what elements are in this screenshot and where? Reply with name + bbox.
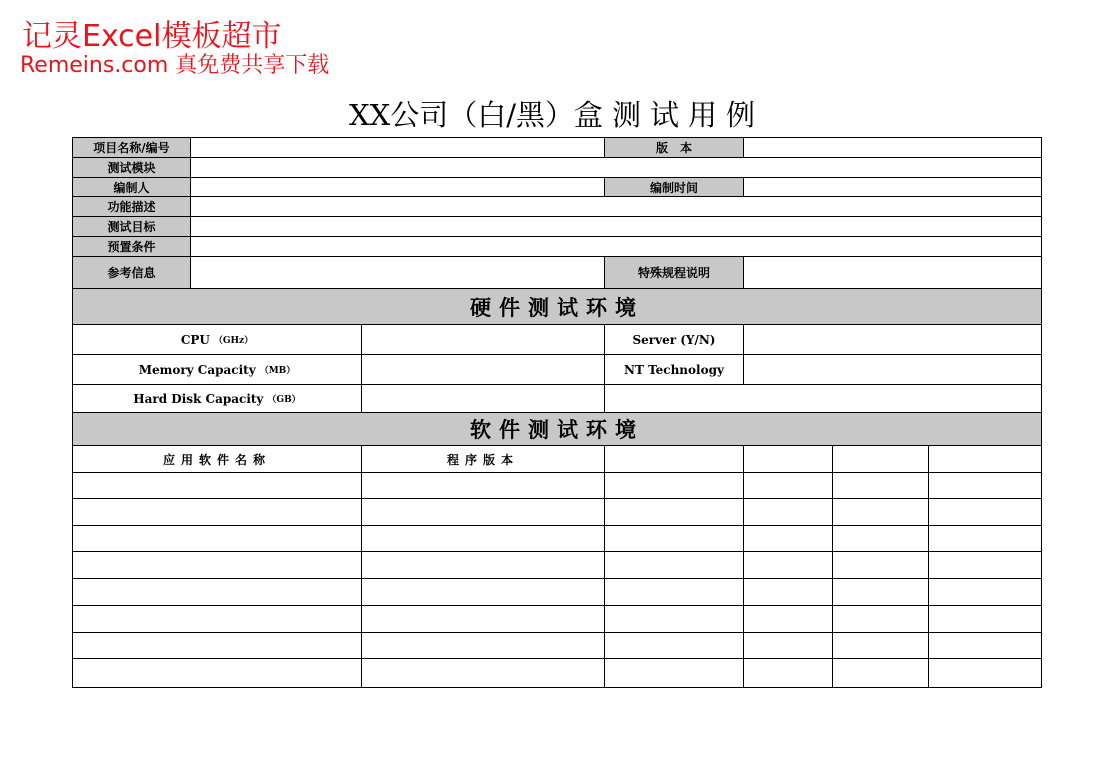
function-label: 功能描述 [72, 196, 191, 217]
software-table-cell[interactable] [72, 472, 362, 499]
title-suffix: 盒测试用例 [574, 98, 765, 132]
goal-label: 测试目标 [72, 216, 191, 237]
software-table-cell[interactable] [604, 658, 744, 688]
disk-label [72, 384, 362, 413]
col-app-name: 应用软件名称 [72, 445, 362, 473]
software-table-cell[interactable] [928, 551, 1042, 579]
software-table-cell[interactable] [361, 658, 605, 688]
version-cell[interactable] [743, 137, 1042, 158]
software-table-cell[interactable] [604, 472, 744, 499]
software-table-cell[interactable] [361, 472, 605, 499]
project-name-label: 项目名称/编号 [72, 137, 191, 158]
software-table-cell[interactable] [604, 632, 744, 659]
software-table-cell[interactable] [928, 498, 1042, 526]
software-table-cell[interactable] [361, 551, 605, 579]
goal-cell[interactable] [190, 216, 1042, 237]
software-table-cell[interactable] [72, 605, 362, 633]
software-table-cell[interactable] [72, 525, 362, 552]
author-cell[interactable] [190, 177, 605, 197]
memory-label-text: Memory Capacity [138, 362, 256, 377]
server-cell[interactable] [743, 324, 1042, 355]
software-table-cell[interactable] [743, 605, 833, 633]
precondition-label: 预置条件 [72, 236, 191, 257]
software-table-cell[interactable] [832, 605, 929, 633]
software-table-cell[interactable] [743, 472, 833, 499]
software-table-cell[interactable] [361, 605, 605, 633]
col-header-cell [928, 445, 1042, 473]
nt-label: NT Technology [604, 354, 744, 385]
cpu-label-text: CPU [180, 332, 210, 347]
module-label: 测试模块 [72, 157, 191, 178]
nt-cell[interactable] [743, 354, 1042, 385]
software-table-cell[interactable] [928, 472, 1042, 499]
software-table-cell[interactable] [928, 578, 1042, 606]
software-table-cell[interactable] [832, 525, 929, 552]
software-table-cell[interactable] [604, 525, 744, 552]
software-table-cell[interactable] [604, 578, 744, 606]
software-table-cell[interactable] [832, 472, 929, 499]
title-company: XX公司（白/黑） [348, 98, 575, 132]
software-table-cell[interactable] [604, 605, 744, 633]
software-table-cell[interactable] [832, 498, 929, 526]
memory-label [72, 354, 362, 385]
software-table-cell[interactable] [72, 551, 362, 579]
disk-blank-cell[interactable] [604, 384, 1042, 413]
software-table-cell[interactable] [72, 578, 362, 606]
date-label: 编制时间 [604, 177, 744, 197]
software-table-cell[interactable] [743, 498, 833, 526]
software-table-cell[interactable] [72, 632, 362, 659]
author-label: 编制人 [72, 177, 191, 197]
disk-label-text: Hard Disk Capacity [133, 391, 264, 406]
server-label: Server (Y/N) [604, 324, 744, 355]
software-table-cell[interactable] [361, 632, 605, 659]
watermark-title: 记灵Excel模板超市 [22, 19, 282, 54]
col-header-cell [832, 445, 929, 473]
special-cell[interactable] [743, 256, 1042, 289]
special-label: 特殊规程说明 [604, 256, 744, 289]
disk-unit: （GB） [267, 395, 301, 405]
col-program-version: 程序版本 [361, 445, 605, 473]
project-name-cell[interactable] [190, 137, 605, 158]
software-table-cell[interactable] [743, 658, 833, 688]
software-table-cell[interactable] [743, 578, 833, 606]
date-cell[interactable] [743, 177, 1042, 197]
software-table-cell[interactable] [928, 605, 1042, 633]
software-heading: 软件测试环境 [72, 412, 1042, 446]
software-table-cell[interactable] [832, 551, 929, 579]
watermark-subtitle: Remeins.com 真免费共享下载 [20, 53, 330, 78]
software-table-cell[interactable] [928, 525, 1042, 552]
cpu-cell[interactable] [361, 324, 605, 355]
function-cell[interactable] [190, 196, 1042, 217]
memory-unit: （MB） [259, 366, 296, 376]
col-header-cell [604, 445, 744, 473]
software-table-cell[interactable] [604, 498, 744, 526]
software-table-cell[interactable] [928, 658, 1042, 688]
software-table-cell[interactable] [832, 632, 929, 659]
hardware-heading: 硬件测试环境 [72, 288, 1042, 325]
software-table-cell[interactable] [832, 578, 929, 606]
disk-cell[interactable] [361, 384, 605, 413]
software-table-cell[interactable] [72, 658, 362, 688]
software-table-cell[interactable] [361, 498, 605, 526]
page-title [72, 96, 1041, 134]
software-table-cell[interactable] [72, 498, 362, 526]
software-table-cell[interactable] [743, 632, 833, 659]
reference-label: 参考信息 [72, 256, 191, 289]
reference-cell[interactable] [190, 256, 605, 289]
software-table-cell[interactable] [604, 551, 744, 579]
module-cell[interactable] [190, 157, 1042, 178]
precondition-cell[interactable] [190, 236, 1042, 257]
software-table-cell[interactable] [743, 525, 833, 552]
cpu-label [72, 324, 362, 355]
software-table-cell[interactable] [928, 632, 1042, 659]
memory-cell[interactable] [361, 354, 605, 385]
cpu-unit: （GHz） [213, 336, 254, 346]
software-table-cell[interactable] [361, 525, 605, 552]
software-table-cell[interactable] [743, 551, 833, 579]
col-header-cell [743, 445, 833, 473]
version-label: 版 本 [604, 137, 744, 158]
software-table-cell[interactable] [361, 578, 605, 606]
software-table-cell[interactable] [832, 658, 929, 688]
